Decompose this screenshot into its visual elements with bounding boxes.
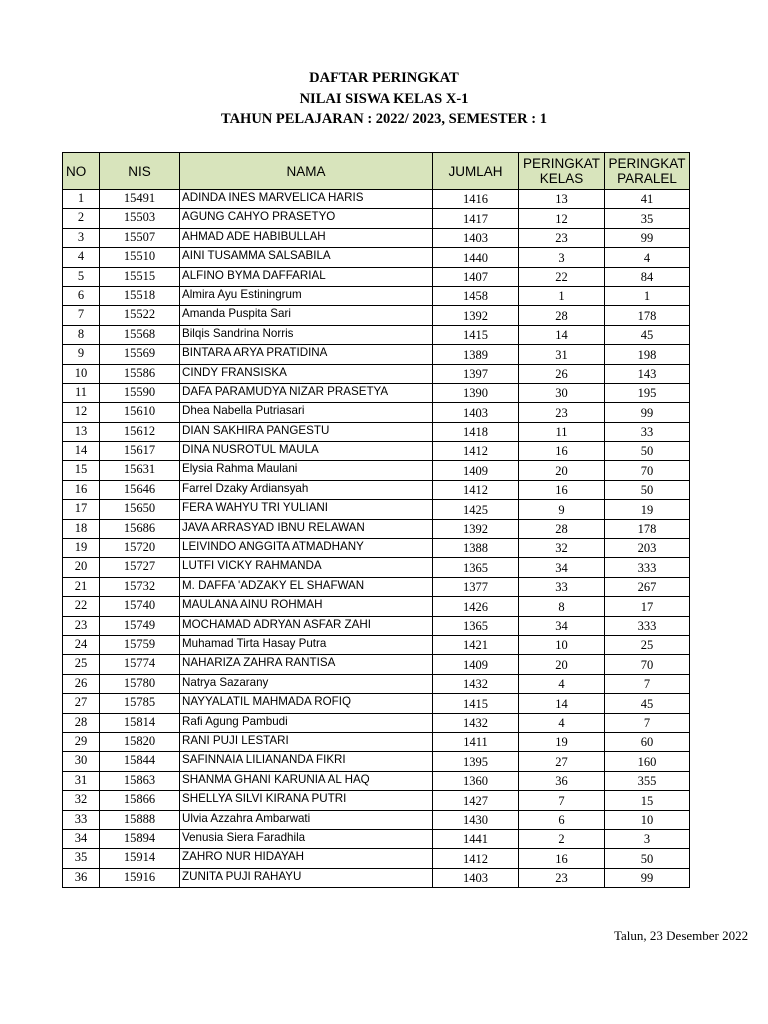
cell-nis: 15617 <box>100 442 180 461</box>
cell-nis: 15727 <box>100 558 180 577</box>
cell-peringkat-kelas: 1 <box>519 286 605 305</box>
cell-no: 4 <box>63 248 100 267</box>
cell-peringkat-paralel: 198 <box>605 345 690 364</box>
cell-peringkat-kelas: 34 <box>519 616 605 635</box>
header-nis: NIS <box>100 153 180 190</box>
table-row <box>63 577 690 596</box>
cell-no: 34 <box>63 829 100 848</box>
header-peringkat-kelas-line1: PERINGKAT <box>522 156 600 171</box>
cell-jumlah: 1430 <box>433 810 519 829</box>
cell-nama: RANI PUJI LESTARI <box>180 732 433 751</box>
table-row <box>63 325 690 344</box>
cell-nis: 15720 <box>100 539 180 558</box>
cell-nama: JAVA ARRASYAD IBNU RELAWAN <box>180 519 433 538</box>
cell-no: 33 <box>63 810 100 829</box>
cell-peringkat-paralel: 45 <box>605 694 690 713</box>
cell-no: 18 <box>63 519 100 538</box>
table-row <box>63 655 690 674</box>
table-row <box>63 364 690 383</box>
cell-peringkat-kelas: 6 <box>519 810 605 829</box>
cell-peringkat-paralel: 333 <box>605 558 690 577</box>
cell-peringkat-paralel: 50 <box>605 442 690 461</box>
cell-nama: LEIVINDO ANGGITA ATMADHANY <box>180 539 433 558</box>
table-row <box>63 480 690 499</box>
cell-peringkat-paralel: 60 <box>605 732 690 751</box>
cell-jumlah: 1390 <box>433 383 519 402</box>
cell-nis: 15914 <box>100 849 180 868</box>
cell-jumlah: 1392 <box>433 519 519 538</box>
table-row <box>63 539 690 558</box>
cell-nama: Farrel Dzaky Ardiansyah <box>180 480 433 499</box>
cell-nama: Rafi Agung Pambudi <box>180 713 433 732</box>
cell-peringkat-kelas: 16 <box>519 849 605 868</box>
cell-peringkat-paralel: 33 <box>605 422 690 441</box>
cell-nis: 15866 <box>100 791 180 810</box>
cell-nama: ZUNITA PUJI RAHAYU <box>180 868 433 887</box>
cell-no: 7 <box>63 306 100 325</box>
cell-nis: 15518 <box>100 286 180 305</box>
table-row <box>63 461 690 480</box>
cell-nama: Dhea Nabella Putriasari <box>180 403 433 422</box>
cell-peringkat-kelas: 16 <box>519 442 605 461</box>
cell-nis: 15568 <box>100 325 180 344</box>
cell-no: 35 <box>63 849 100 868</box>
cell-jumlah: 1426 <box>433 597 519 616</box>
cell-no: 1 <box>63 190 100 209</box>
cell-nama: ZAHRO NUR HIDAYAH <box>180 849 433 868</box>
cell-jumlah: 1392 <box>433 306 519 325</box>
cell-peringkat-paralel: 17 <box>605 597 690 616</box>
cell-nama: SHANMA GHANI KARUNIA AL HAQ <box>180 771 433 790</box>
table-row <box>63 345 690 364</box>
cell-nis: 15916 <box>100 868 180 887</box>
cell-peringkat-kelas: 28 <box>519 519 605 538</box>
cell-peringkat-kelas: 34 <box>519 558 605 577</box>
cell-peringkat-paralel: 45 <box>605 325 690 344</box>
cell-nama: SAFINNAIA LILIANANDA FIKRI <box>180 752 433 771</box>
cell-nama: MAULANA AINU ROHMAH <box>180 597 433 616</box>
cell-peringkat-kelas: 20 <box>519 655 605 674</box>
table-body <box>63 190 690 888</box>
table-row <box>63 190 690 209</box>
cell-peringkat-kelas: 36 <box>519 771 605 790</box>
cell-peringkat-paralel: 50 <box>605 480 690 499</box>
cell-no: 10 <box>63 364 100 383</box>
cell-jumlah: 1412 <box>433 480 519 499</box>
cell-nama: DIAN SAKHIRA PANGESTU <box>180 422 433 441</box>
cell-nama: Amanda Puspita Sari <box>180 306 433 325</box>
cell-peringkat-paralel: 333 <box>605 616 690 635</box>
table-row <box>63 500 690 519</box>
cell-peringkat-paralel: 4 <box>605 248 690 267</box>
cell-jumlah: 1365 <box>433 558 519 577</box>
cell-nis: 15515 <box>100 267 180 286</box>
table-row <box>63 403 690 422</box>
cell-peringkat-paralel: 178 <box>605 519 690 538</box>
cell-nis: 15732 <box>100 577 180 596</box>
table-row <box>63 732 690 751</box>
cell-peringkat-kelas: 23 <box>519 868 605 887</box>
cell-peringkat-paralel: 203 <box>605 539 690 558</box>
cell-peringkat-kelas: 2 <box>519 829 605 848</box>
cell-peringkat-kelas: 11 <box>519 422 605 441</box>
cell-peringkat-paralel: 25 <box>605 635 690 654</box>
cell-peringkat-kelas: 23 <box>519 228 605 247</box>
cell-nis: 15522 <box>100 306 180 325</box>
cell-peringkat-kelas: 23 <box>519 403 605 422</box>
cell-peringkat-paralel: 99 <box>605 868 690 887</box>
cell-peringkat-kelas: 8 <box>519 597 605 616</box>
cell-nis: 15610 <box>100 403 180 422</box>
cell-jumlah: 1416 <box>433 190 519 209</box>
cell-jumlah: 1403 <box>433 403 519 422</box>
cell-nis: 15820 <box>100 732 180 751</box>
cell-no: 12 <box>63 403 100 422</box>
cell-peringkat-paralel: 7 <box>605 713 690 732</box>
header-peringkat-paralel-line2: PARALEL <box>617 171 677 186</box>
cell-peringkat-paralel: 70 <box>605 461 690 480</box>
cell-no: 15 <box>63 461 100 480</box>
cell-nama: CINDY FRANSISKA <box>180 364 433 383</box>
cell-jumlah: 1411 <box>433 732 519 751</box>
ranking-table <box>62 152 690 888</box>
cell-no: 11 <box>63 383 100 402</box>
cell-nis: 15510 <box>100 248 180 267</box>
cell-jumlah: 1395 <box>433 752 519 771</box>
table-row <box>63 752 690 771</box>
cell-nis: 15590 <box>100 383 180 402</box>
cell-peringkat-kelas: 14 <box>519 694 605 713</box>
cell-jumlah: 1412 <box>433 442 519 461</box>
header-no: NO <box>63 153 100 190</box>
cell-no: 9 <box>63 345 100 364</box>
cell-peringkat-kelas: 9 <box>519 500 605 519</box>
cell-peringkat-kelas: 3 <box>519 248 605 267</box>
cell-peringkat-kelas: 16 <box>519 480 605 499</box>
cell-peringkat-kelas: 13 <box>519 190 605 209</box>
cell-nama: Almira Ayu Estiningrum <box>180 286 433 305</box>
cell-nama: ALFINO BYMA DAFFARIAL <box>180 267 433 286</box>
cell-no: 30 <box>63 752 100 771</box>
cell-no: 17 <box>63 500 100 519</box>
cell-no: 24 <box>63 635 100 654</box>
cell-jumlah: 1397 <box>433 364 519 383</box>
cell-nis: 15569 <box>100 345 180 364</box>
cell-no: 29 <box>63 732 100 751</box>
cell-nis: 15586 <box>100 364 180 383</box>
cell-no: 16 <box>63 480 100 499</box>
table-row <box>63 286 690 305</box>
cell-nama: Muhamad Tirta Hasay Putra <box>180 635 433 654</box>
cell-jumlah: 1360 <box>433 771 519 790</box>
cell-no: 32 <box>63 791 100 810</box>
cell-nis: 15503 <box>100 209 180 228</box>
table-row <box>63 791 690 810</box>
cell-no: 31 <box>63 771 100 790</box>
table-row <box>63 635 690 654</box>
table-row <box>63 771 690 790</box>
table-row <box>63 810 690 829</box>
table-row <box>63 442 690 461</box>
table-row <box>63 558 690 577</box>
cell-peringkat-kelas: 20 <box>519 461 605 480</box>
table-row <box>63 383 690 402</box>
cell-nama: FERA WAHYU TRI YULIANI <box>180 500 433 519</box>
cell-peringkat-kelas: 19 <box>519 732 605 751</box>
cell-jumlah: 1407 <box>433 267 519 286</box>
cell-jumlah: 1427 <box>433 791 519 810</box>
cell-peringkat-paralel: 160 <box>605 752 690 771</box>
cell-nama: ADINDA INES MARVELICA HARIS <box>180 190 433 209</box>
cell-peringkat-kelas: 32 <box>519 539 605 558</box>
cell-nama: AGUNG CAHYO PRASETYO <box>180 209 433 228</box>
cell-jumlah: 1417 <box>433 209 519 228</box>
cell-no: 28 <box>63 713 100 732</box>
header-nama: NAMA <box>180 153 433 190</box>
cell-nis: 15863 <box>100 771 180 790</box>
cell-no: 26 <box>63 674 100 693</box>
cell-no: 5 <box>63 267 100 286</box>
cell-nama: M. DAFFA 'ADZAKY EL SHAFWAN <box>180 577 433 596</box>
cell-peringkat-kelas: 33 <box>519 577 605 596</box>
table-row <box>63 713 690 732</box>
cell-nama: Bilqis Sandrina Norris <box>180 325 433 344</box>
cell-nis: 15507 <box>100 228 180 247</box>
cell-jumlah: 1441 <box>433 829 519 848</box>
cell-nama: AHMAD ADE HABIBULLAH <box>180 228 433 247</box>
cell-nis: 15759 <box>100 635 180 654</box>
cell-peringkat-paralel: 267 <box>605 577 690 596</box>
cell-no: 6 <box>63 286 100 305</box>
cell-peringkat-kelas: 28 <box>519 306 605 325</box>
cell-nis: 15686 <box>100 519 180 538</box>
cell-peringkat-paralel: 99 <box>605 403 690 422</box>
cell-no: 2 <box>63 209 100 228</box>
cell-nis: 15844 <box>100 752 180 771</box>
cell-peringkat-paralel: 84 <box>605 267 690 286</box>
cell-nama: Elysia Rahma Maulani <box>180 461 433 480</box>
cell-peringkat-kelas: 22 <box>519 267 605 286</box>
header-peringkat-paralel <box>605 153 690 190</box>
cell-nama: SHELLYA SILVI KIRANA PUTRI <box>180 791 433 810</box>
table-row <box>63 519 690 538</box>
header-peringkat-kelas <box>519 153 605 190</box>
cell-no: 3 <box>63 228 100 247</box>
cell-nis: 15749 <box>100 616 180 635</box>
cell-jumlah: 1365 <box>433 616 519 635</box>
table-row <box>63 209 690 228</box>
cell-peringkat-paralel: 178 <box>605 306 690 325</box>
cell-peringkat-paralel: 19 <box>605 500 690 519</box>
cell-peringkat-kelas: 14 <box>519 325 605 344</box>
cell-peringkat-paralel: 195 <box>605 383 690 402</box>
cell-nis: 15888 <box>100 810 180 829</box>
cell-peringkat-kelas: 31 <box>519 345 605 364</box>
document-subtitle-class: NILAI SISWA KELAS X-1 <box>299 90 469 107</box>
cell-jumlah: 1415 <box>433 325 519 344</box>
table-row <box>63 829 690 848</box>
cell-jumlah: 1409 <box>433 655 519 674</box>
cell-no: 20 <box>63 558 100 577</box>
cell-nis: 15646 <box>100 480 180 499</box>
cell-nis: 15650 <box>100 500 180 519</box>
cell-peringkat-paralel: 1 <box>605 286 690 305</box>
cell-nis: 15491 <box>100 190 180 209</box>
cell-nama: NAHARIZA ZAHRA RANTISA <box>180 655 433 674</box>
cell-nis: 15774 <box>100 655 180 674</box>
cell-no: 23 <box>63 616 100 635</box>
cell-peringkat-paralel: 50 <box>605 849 690 868</box>
table-header-row <box>63 153 690 190</box>
cell-no: 25 <box>63 655 100 674</box>
cell-jumlah: 1403 <box>433 868 519 887</box>
table-row <box>63 248 690 267</box>
cell-no: 14 <box>63 442 100 461</box>
cell-no: 19 <box>63 539 100 558</box>
cell-jumlah: 1389 <box>433 345 519 364</box>
cell-nama: DINA NUSROTUL MAULA <box>180 442 433 461</box>
table-row <box>63 616 690 635</box>
cell-jumlah: 1432 <box>433 674 519 693</box>
cell-nis: 15612 <box>100 422 180 441</box>
cell-no: 21 <box>63 577 100 596</box>
cell-nama: Venusia Siera Faradhila <box>180 829 433 848</box>
cell-no: 22 <box>63 597 100 616</box>
cell-nama: AINI TUSAMMA SALSABILA <box>180 248 433 267</box>
cell-no: 8 <box>63 325 100 344</box>
header-jumlah: JUMLAH <box>433 153 519 190</box>
table-row <box>63 849 690 868</box>
cell-jumlah: 1403 <box>433 228 519 247</box>
cell-jumlah: 1458 <box>433 286 519 305</box>
cell-peringkat-kelas: 27 <box>519 752 605 771</box>
cell-peringkat-paralel: 3 <box>605 829 690 848</box>
cell-jumlah: 1418 <box>433 422 519 441</box>
header-peringkat-kelas-line2: KELAS <box>539 171 584 186</box>
table-row <box>63 306 690 325</box>
cell-jumlah: 1409 <box>433 461 519 480</box>
cell-peringkat-paralel: 41 <box>605 190 690 209</box>
table-row <box>63 228 690 247</box>
document-title: DAFTAR PERINGKAT <box>309 70 459 86</box>
cell-peringkat-kelas: 4 <box>519 713 605 732</box>
cell-nis: 15894 <box>100 829 180 848</box>
cell-peringkat-kelas: 10 <box>519 635 605 654</box>
cell-jumlah: 1412 <box>433 849 519 868</box>
footer-place-date: Talun, 23 Desember 2022 <box>614 928 749 943</box>
document-subtitle-year: TAHUN PELAJARAN : 2022/ 2023, SEMESTER : 1 <box>220 111 547 127</box>
cell-peringkat-kelas: 12 <box>519 209 605 228</box>
cell-nis: 15631 <box>100 461 180 480</box>
cell-jumlah: 1440 <box>433 248 519 267</box>
cell-jumlah: 1421 <box>433 635 519 654</box>
cell-peringkat-paralel: 15 <box>605 791 690 810</box>
cell-nis: 15780 <box>100 674 180 693</box>
cell-jumlah: 1377 <box>433 577 519 596</box>
cell-nama: DAFA PARAMUDYA NIZAR PRASETYA <box>180 383 433 402</box>
cell-nis: 15814 <box>100 713 180 732</box>
cell-jumlah: 1415 <box>433 694 519 713</box>
cell-peringkat-paralel: 70 <box>605 655 690 674</box>
cell-peringkat-paralel: 99 <box>605 228 690 247</box>
header-peringkat-paralel-line1: PERINGKAT <box>608 156 686 171</box>
cell-peringkat-paralel: 7 <box>605 674 690 693</box>
table-row <box>63 267 690 286</box>
cell-no: 27 <box>63 694 100 713</box>
cell-peringkat-paralel: 10 <box>605 810 690 829</box>
cell-no: 36 <box>63 868 100 887</box>
cell-nama: MOCHAMAD ADRYAN ASFAR ZAHI <box>180 616 433 635</box>
cell-peringkat-paralel: 355 <box>605 771 690 790</box>
cell-peringkat-paralel: 35 <box>605 209 690 228</box>
cell-nis: 15785 <box>100 694 180 713</box>
cell-nama: LUTFI VICKY RAHMANDA <box>180 558 433 577</box>
cell-nama: Natrya Sazarany <box>180 674 433 693</box>
cell-nama: Ulvia Azzahra Ambarwati <box>180 810 433 829</box>
cell-nis: 15740 <box>100 597 180 616</box>
table-row <box>63 597 690 616</box>
cell-peringkat-paralel: 143 <box>605 364 690 383</box>
cell-jumlah: 1388 <box>433 539 519 558</box>
cell-no: 13 <box>63 422 100 441</box>
cell-jumlah: 1432 <box>433 713 519 732</box>
cell-nama: BINTARA ARYA PRATIDINA <box>180 345 433 364</box>
table-row <box>63 422 690 441</box>
document-title-block <box>0 68 768 130</box>
table-row <box>63 868 690 887</box>
cell-peringkat-kelas: 30 <box>519 383 605 402</box>
cell-peringkat-kelas: 7 <box>519 791 605 810</box>
cell-nama: NAYYALATIL MAHMADA ROFIQ <box>180 694 433 713</box>
cell-peringkat-kelas: 4 <box>519 674 605 693</box>
table-row <box>63 674 690 693</box>
cell-jumlah: 1425 <box>433 500 519 519</box>
cell-peringkat-kelas: 26 <box>519 364 605 383</box>
table-row <box>63 694 690 713</box>
